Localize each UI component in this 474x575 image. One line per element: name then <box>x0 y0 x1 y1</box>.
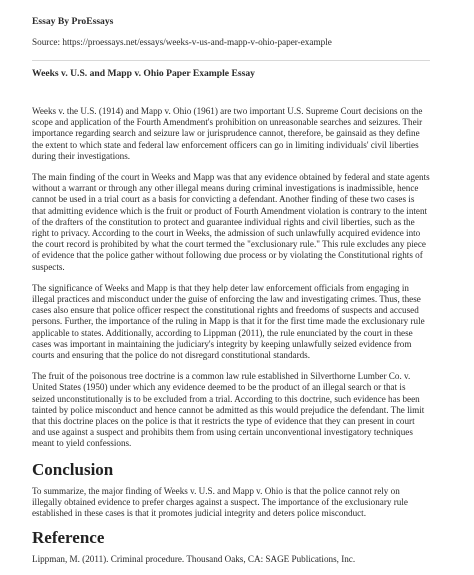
conclusion-heading: Conclusion <box>32 459 114 479</box>
paragraph-3: The significance of Weeks and Mapp is that they help deter law enforcement officials from engaging in illegal practices and misconduct under the guise of enforcing the law and investigating crimes. Thus, these cases also ensure that police officer respect the constitutional rights and freedoms of suspects and accused persons. Further, the importance of the ruling in Mapp is that it for the first time made the exclusionary rule applicable to states. Additionally, according to Lippman (2011), the rule enunciated by the court in these cases was important in maintaining the judiciary's integrity by keeping unlawfully seized evidence from courts and ensuring that the police do not disregard constitutional standards. <box>32 282 425 361</box>
paragraph-4: The fruit of the poisonous tree doctrine is a common law rule established in Silverthorne Lumber Co. v. United States (1950) under which any evidence deemed to be the product of an illegal search or that is seized unconstitutionally is to be excluded from a trial. According to this doctrine, such evidence has been tainted by police misconduct and hence cannot be admitted as this would prejudice the defendant. The limit that this doctrine places on the police is that it restricts the type of evidence that they can present in court and use against a suspect and prohibits them from using certain unconventional investigatory techniques meant to yield confessions. <box>32 371 425 449</box>
reference-heading: Reference <box>32 528 105 548</box>
source-line: Source: https://proessays.net/essays/weeks-v-us-and-mapp-v-ohio-paper-example <box>32 37 332 47</box>
brand-header: Essay By ProEssays <box>32 16 114 27</box>
header-divider <box>32 60 430 61</box>
essay-title: Weeks v. U.S. and Mapp v. Ohio Paper Example Essay <box>32 68 255 79</box>
reference-entry: Lippman, M. (2011). Criminal procedure. Thousand Oaks, CA: SAGE Publications, Inc. <box>32 554 356 565</box>
paragraph-2: The main finding of the court in Weeks and Mapp was that any evidence obtained by federal and state agents without a warrant or through any other illegal means during criminal investigations is inadmissible, hence cannot be used in a trial court as a basis for convicting a defendant. Another finding of these two cases is that admitting evidence which is the fruit or product of Fourth Amendment violation is contrary to the intent of the drafters of the constitution to protect and guarantee individual rights and civil liberties, such as the right to privacy. According to the court in Weeks, the admission of such unlawfully acquired evidence into the court record is prohibited by what the court termed the "exclusionary rule." This rule excludes any piece of evidence that the police gather without following due process or by violating the Constitutional rights of suspects. <box>32 172 430 272</box>
paragraph-1: Weeks v. the U.S. (1914) and Mapp v. Ohio (1961) are two important U.S. Supreme Court decisions on the scope and application of the Fourth Amendment's prohibition on unreasonable searches and seizures. Their importance regarding search and seizure law or jurisprudence cannot, therefore, be gainsaid as they define the extent to which state and federal law enforcement officers can go in limiting individuals' civil liberties during their investigations. <box>32 106 423 161</box>
essay-body <box>32 106 430 566</box>
conclusion-paragraph: To summarize, the major finding of Weeks v. U.S. and Mapp v. Ohio is that the police cannot rely on illegally obtained evidence to prefer charges against a suspect. The importance of the exclusionary rule established in these cases is that it promotes judicial integrity and deters police misconduct. <box>32 485 408 519</box>
